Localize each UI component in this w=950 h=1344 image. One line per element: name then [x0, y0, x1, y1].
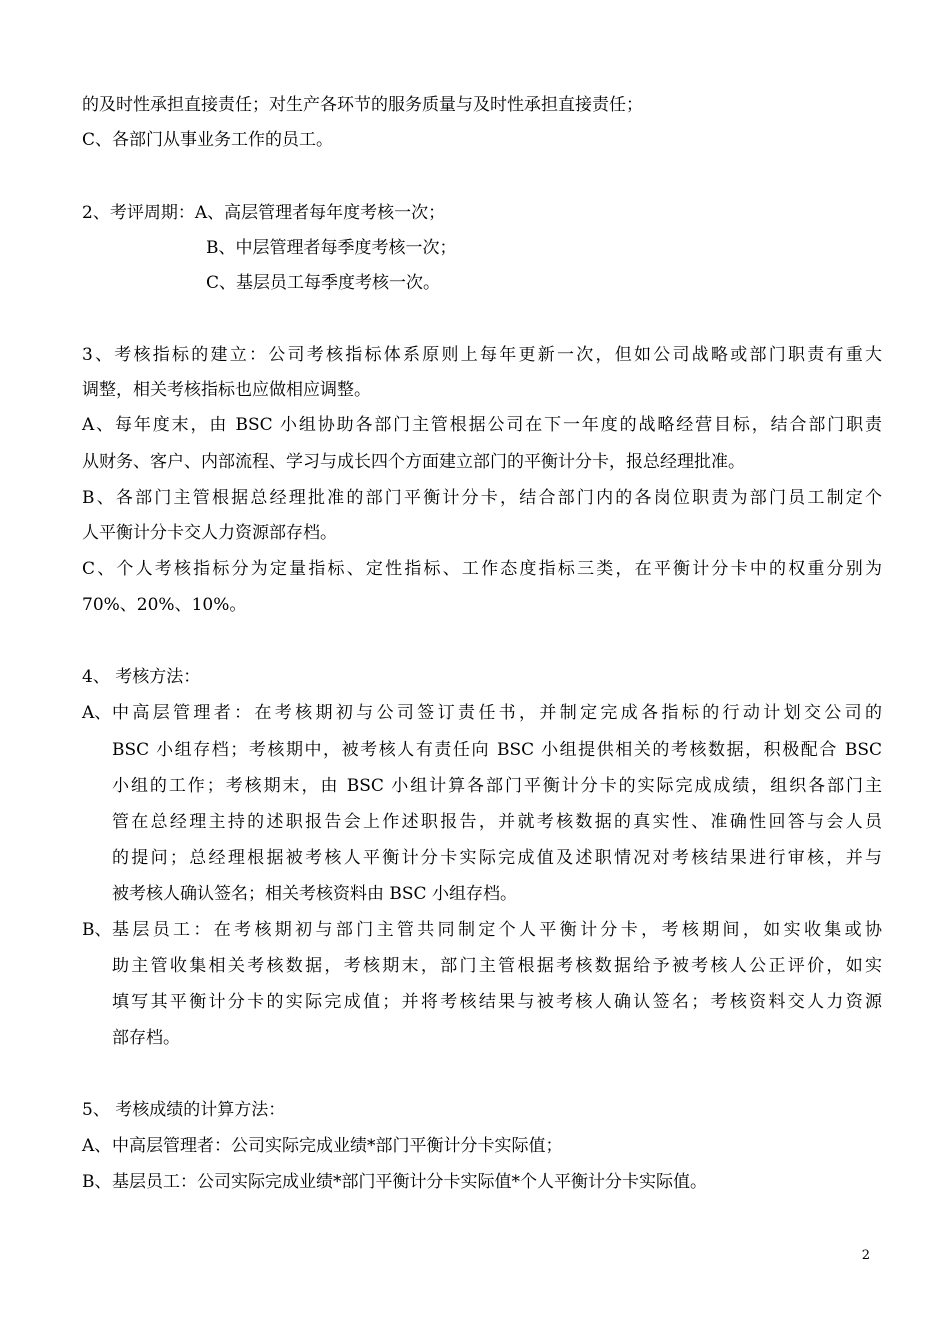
text-line: 部存档。	[112, 1028, 180, 1048]
text-line: 2、考评周期：A、高层管理者每年度考核一次；	[82, 203, 446, 223]
section-heading: 5、 考核成绩的计算方法：	[82, 1100, 286, 1120]
text-line: B、中层管理者每季度考核一次；	[206, 238, 457, 258]
text-line: A、每年度末，由 BSC 小组协助各部门主管根据公司在下一年度的战略经营目标，结合部门职责	[82, 415, 882, 435]
text-line: C、各部门从事业务工作的员工。	[82, 130, 334, 150]
text-line: C、基层员工每季度考核一次。	[206, 273, 441, 293]
text-line: 助主管收集相关考核数据，考核期末，部门主管根据考核数据给予被考核人公正评价，如实	[112, 956, 882, 976]
text-line: 小组的工作；考核期末，由 BSC 小组计算各部门平衡计分卡的实际完成成绩，组织各部门主	[112, 776, 882, 796]
page-number: 2	[861, 1248, 870, 1263]
text-line: BSC 小组存档；考核期中，被考核人有责任向 BSC 小组提供相关的考核数据，积极配合 BSC	[112, 740, 882, 760]
list-marker: B、	[82, 920, 112, 940]
text-line: 从财务、客户、内部流程、学习与成长四个方面建立部门的平衡计分卡，报总经理批准。	[82, 452, 745, 472]
list-marker: B、	[82, 1172, 112, 1192]
text-line: 人平衡计分卡交人力资源部存档。	[82, 523, 337, 543]
section-heading: 4、 考核方法：	[82, 667, 201, 687]
text-line: 的提问；总经理根据被考核人平衡计分卡实际完成值及述职情况对考核结果进行审核，并与	[112, 848, 882, 868]
text-line: 调整，相关考核指标也应做相应调整。	[82, 380, 371, 400]
list-marker: A、	[82, 1136, 112, 1156]
text-line: C、个人考核指标分为定量指标、定性指标、工作态度指标三类，在平衡计分卡中的权重分别为	[82, 559, 882, 579]
text-line: 3、考核指标的建立：公司考核指标体系原则上每年更新一次，但如公司战略或部门职责有重大	[82, 345, 882, 365]
text-line: 中高层管理者：公司实际完成业绩*部门平衡计分卡实际值；	[112, 1136, 563, 1156]
text-line: B、各部门主管根据总经理批准的部门平衡计分卡，结合部门内的各岗位职责为部门员工制定个	[82, 488, 882, 508]
text-line: 管在总经理主持的述职报告会上作述职报告，并就考核数据的真实性、准确性回答与会人员	[112, 812, 882, 832]
text-line: 基层员工：在考核期初与部门主管共同制定个人平衡计分卡，考核期间，如实收集或协	[112, 920, 882, 940]
text-line: 中高层管理者：在考核期初与公司签订责任书，并制定完成各指标的行动计划交公司的	[112, 703, 882, 723]
text-line: 基层员工：公司实际完成业绩*部门平衡计分卡实际值*个人平衡计分卡实际值。	[112, 1172, 707, 1192]
text-line: 填写其平衡计分卡的实际完成值；并将考核结果与被考核人确认签名；考核资料交人力资源	[112, 992, 882, 1012]
list-marker: A、	[82, 703, 112, 723]
text-line: 被考核人确认签名；相关考核资料由 BSC 小组存档。	[112, 884, 517, 904]
text-line: 70%、20%、10%。	[82, 595, 247, 615]
text-line: 的及时性承担直接责任；对生产各环节的服务质量与及时性承担直接责任；	[82, 95, 643, 115]
